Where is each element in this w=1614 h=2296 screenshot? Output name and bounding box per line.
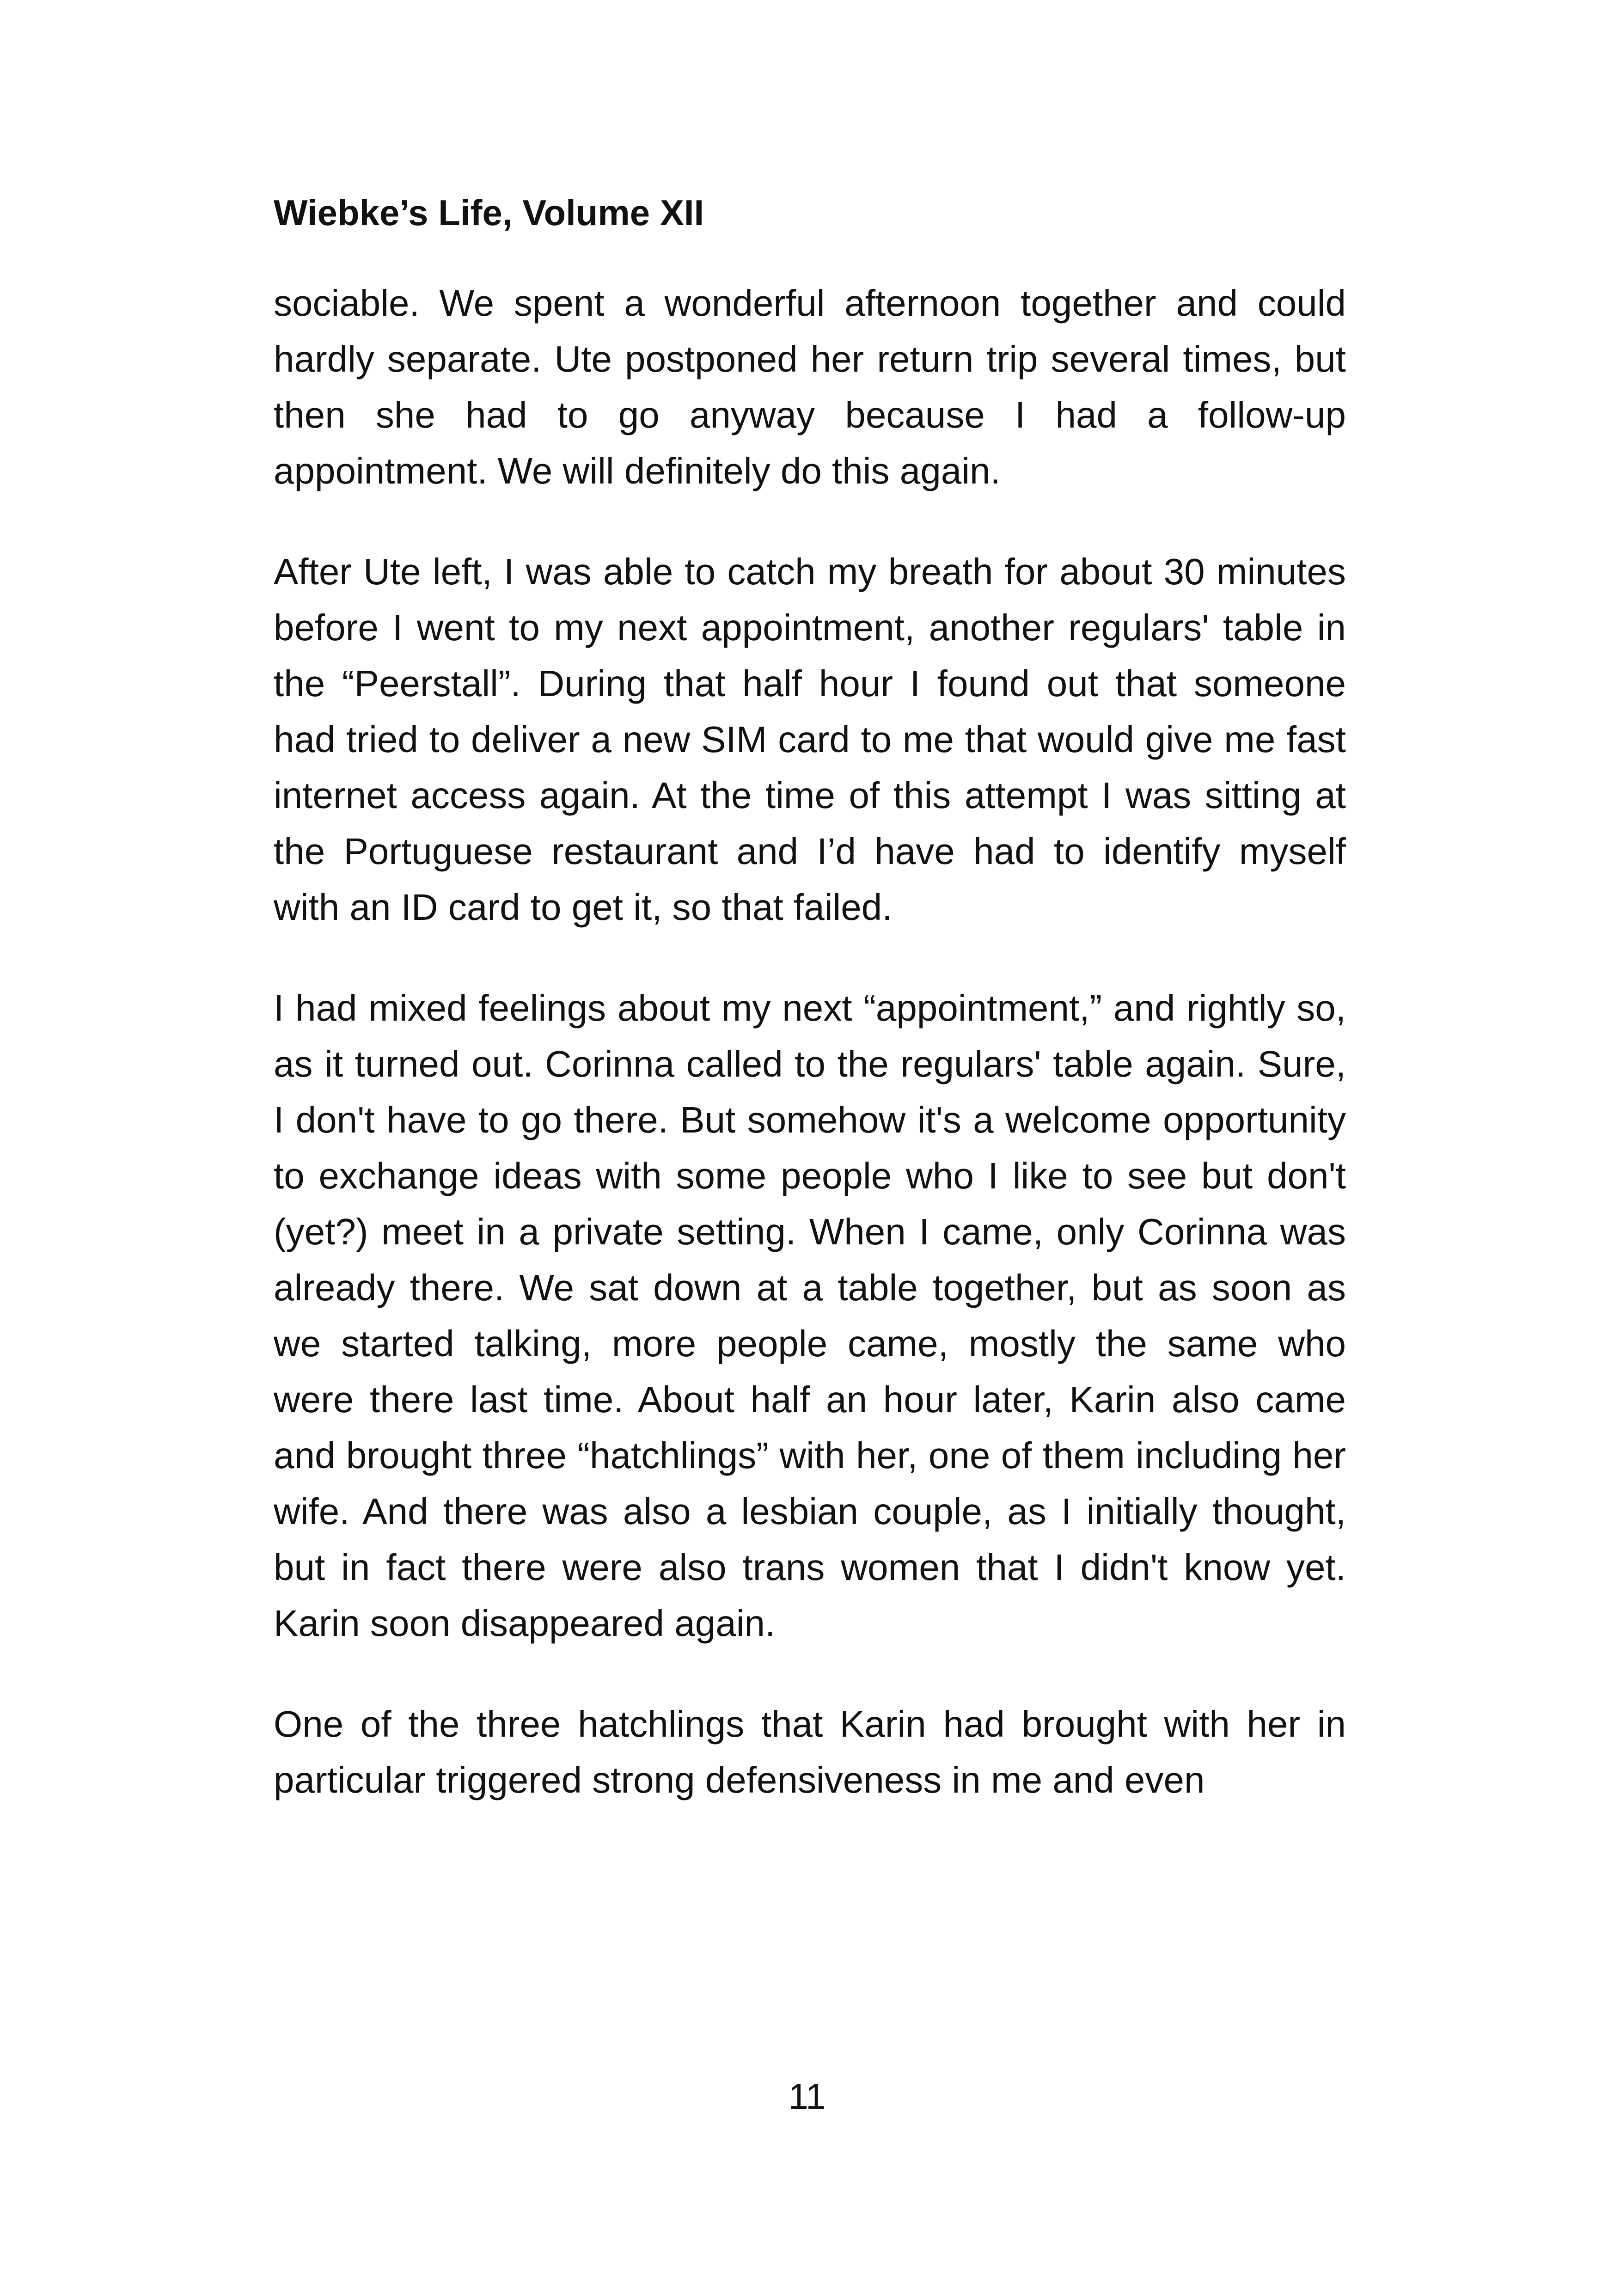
running-header: Wiebke’s Life, Volume XII <box>274 192 704 233</box>
paragraph: sociable. We spent a wonderful afternoon together and could hardly separate. Ute postponed her return trip several times, but then she had to go anyway because I had a follow-up appointment. We will definitely do this again. <box>274 282 1346 491</box>
paragraph: One of the three hatchlings that Karin had brought with her in particular triggered strong defensiveness in me and even <box>274 1703 1346 1800</box>
paragraph: After Ute left, I was able to catch my breath for about 30 minutes before I went to my next appointment, another regulars' table in the “Peerstall”. During that half hour I found out that someone had tried to deliver a new SIM card to me that would give me fast internet access again. At the time of this attempt I was sitting at the Portuguese restaurant and I’d have had to identify myself with an ID card to get it, so that failed. <box>274 551 1346 928</box>
page-number: 11 <box>788 2076 826 2117</box>
paragraph: I had mixed feelings about my next “appointment,” and rightly so, as it turned out. Corinna called to the regulars' table again. Sure, I don't have to go there. But somehow it's a welcome opportunity to exchange ideas with some people who I like to see but don't (yet?) meet in a private setting. When I came, only Corinna was already there. We sat down at a table together, but as soon as we started talking, more people came, mostly the same who were there last time. About half an hour later, Karin also came and brought three “hatchlings” with her, one of them including her wife. And there was also a lesbian couple, as I initially thought, but in fact there were also trans women that I didn't know yet. Karin soon disappeared again. <box>274 987 1346 1644</box>
page-body <box>274 275 1346 1853</box>
